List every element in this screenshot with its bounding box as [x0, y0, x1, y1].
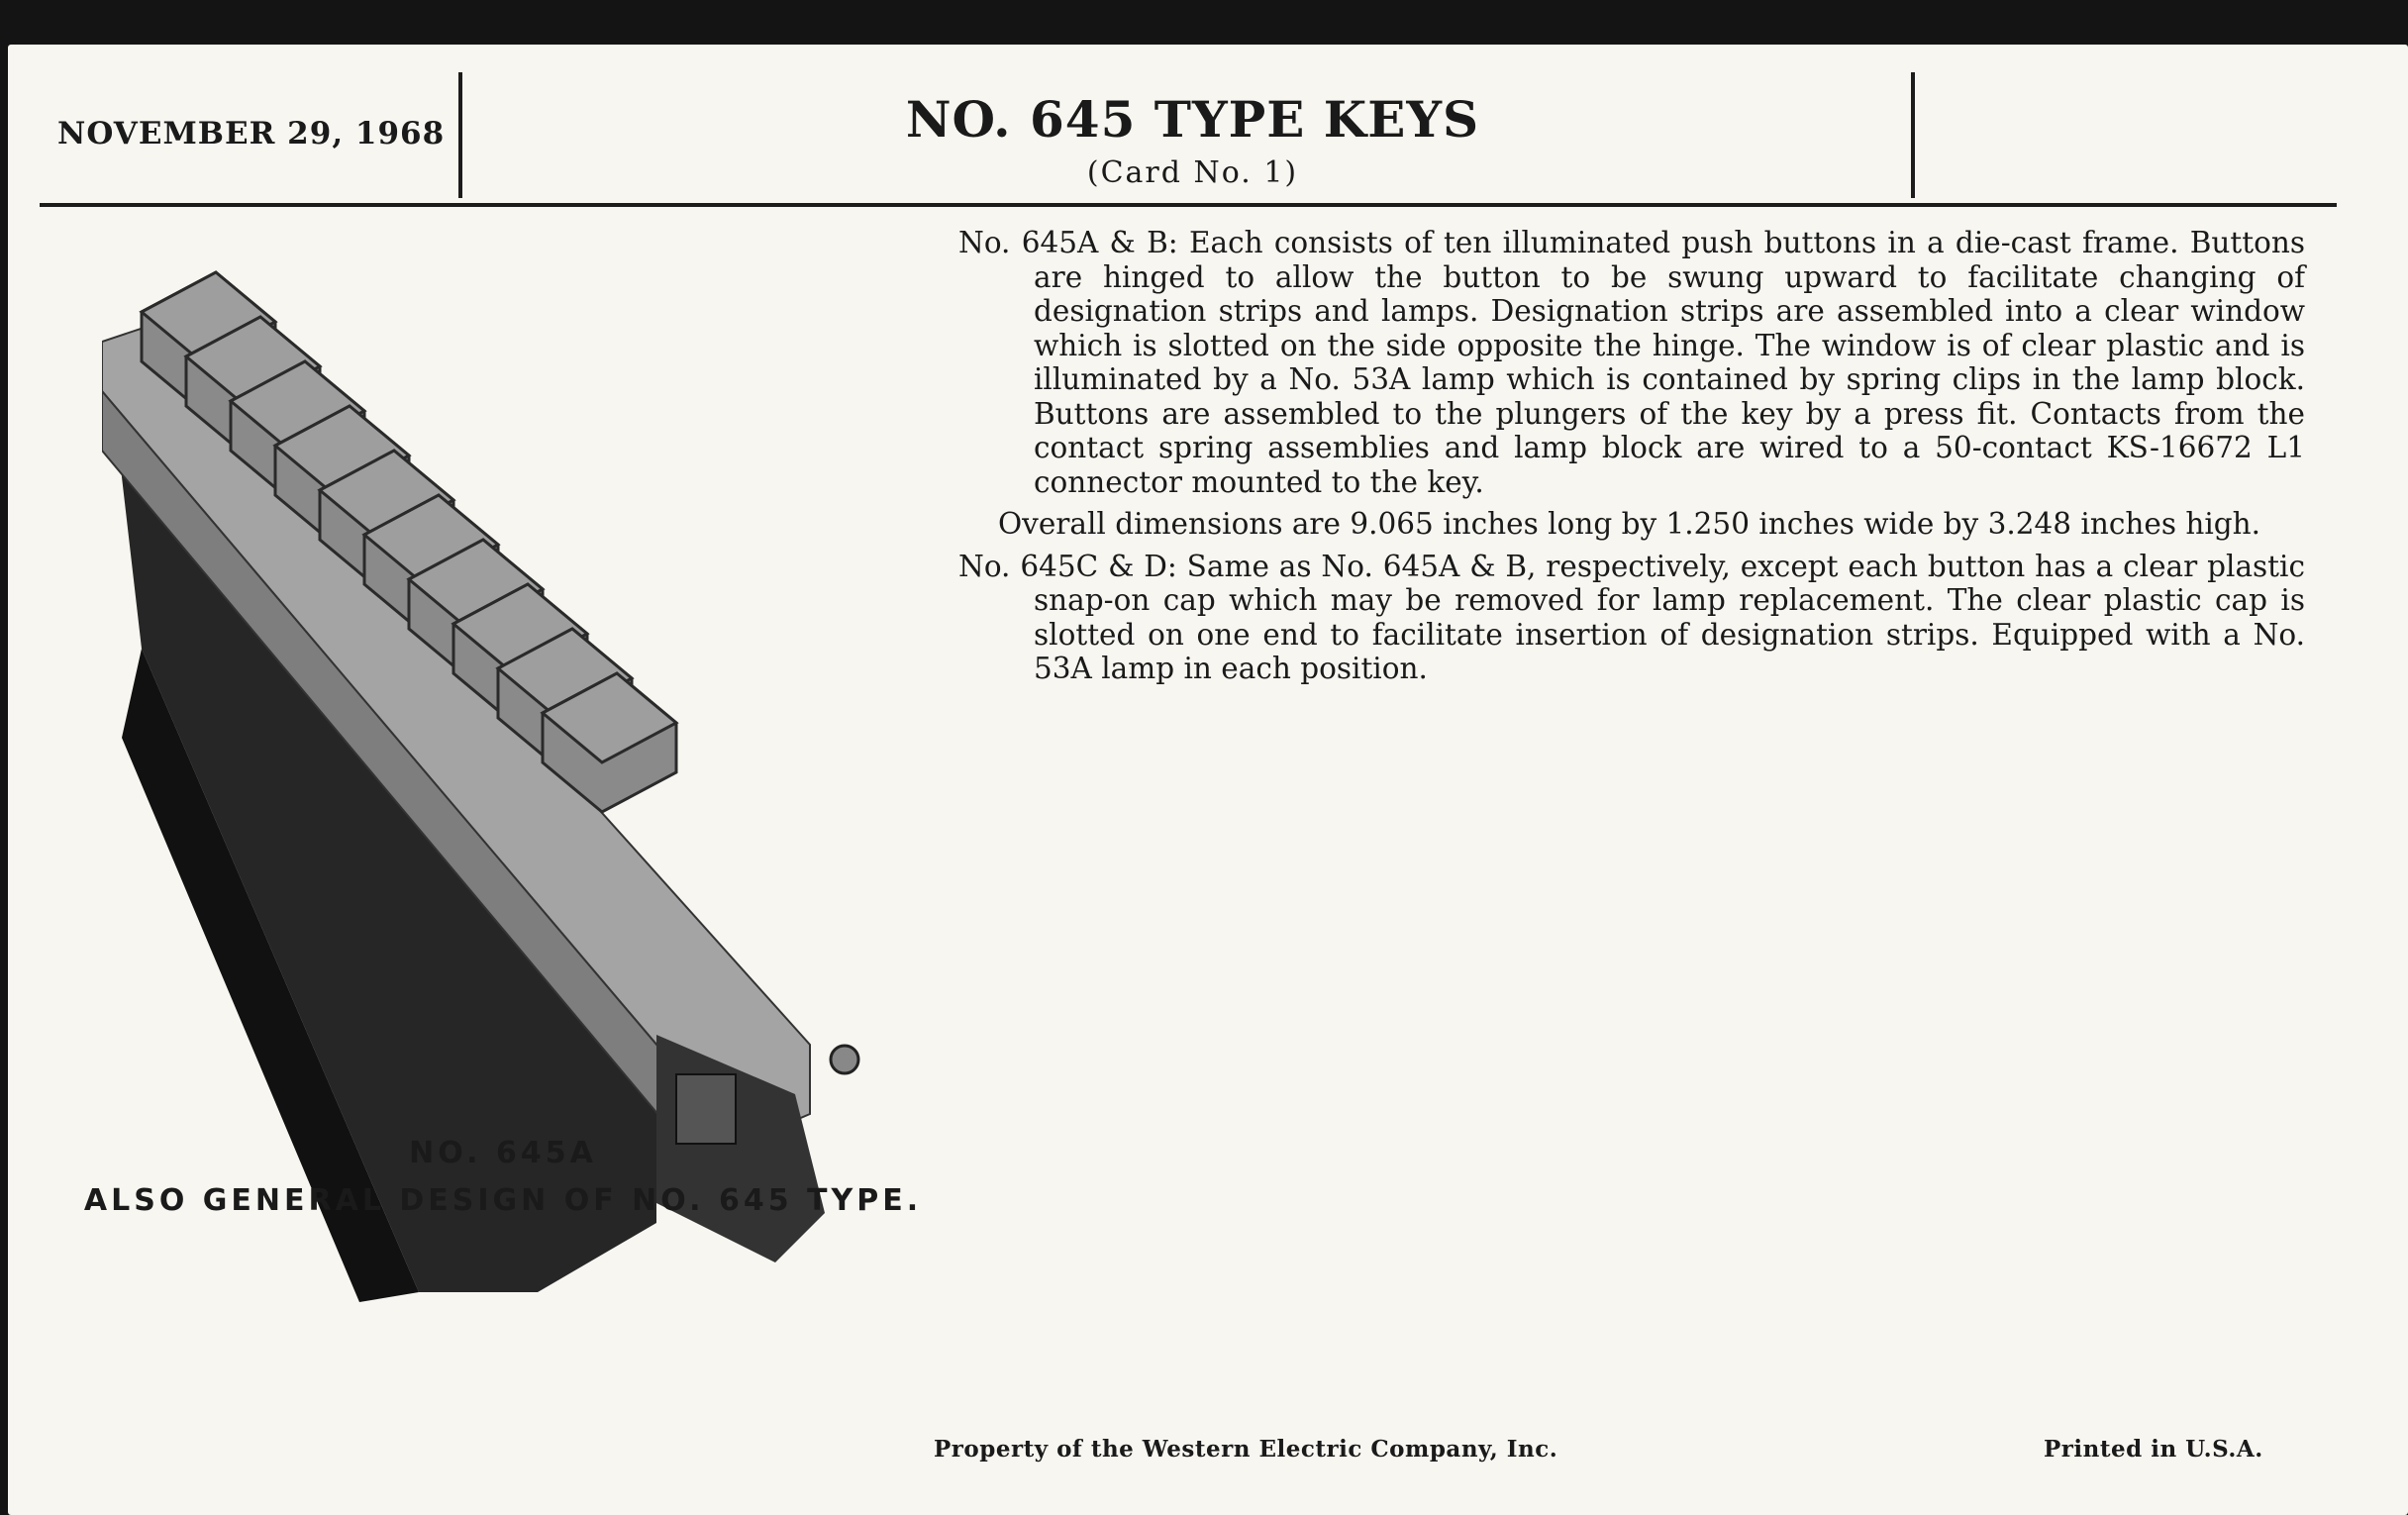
- page-title: NO. 645 TYPE KEYS: [905, 90, 1480, 149]
- card-number: (Card No. 1): [1086, 155, 1299, 190]
- figure-caption-title: NO. 645A: [409, 1136, 597, 1170]
- header-divider-left: [458, 72, 462, 198]
- reference-card: [8, 45, 2408, 1515]
- description-text: [958, 226, 2305, 694]
- connector-detail: [676, 1074, 736, 1144]
- printed-notice: Printed in U.S.A.: [2044, 1436, 2263, 1463]
- header-divider-right: [1911, 72, 1915, 198]
- description-paragraph-645ab: No. 645A & B: Each consists of ten illuminated push buttons in a die-cast frame. Buttons are hinged to allow the button to be swung upward to facilitate changing of designation strips and lamps. Designation strips are assembled into a clear window which is slotted on the side opposite the hinge. The window is of clear plastic and is illuminated by a No. 53A lamp which is contained by spring clips in the lamp block. Buttons are assembled to the plungers of the key by a press fit. Contacts from the contact spring assemblies and lamp block are wired to a 50-contact KS-16672 L1 connector mounted to the key.: [958, 226, 2305, 499]
- issue-date: NOVEMBER 29, 1968: [57, 116, 446, 152]
- property-notice: Property of the Western Electric Company, Inc.: [934, 1436, 1558, 1463]
- card-header: [8, 45, 2408, 203]
- description-paragraph-645cd: No. 645C & D: Same as No. 645A & B, respectively, except each button has a clear plastic snap-on cap which may be removed for lamp replacement. The clear plastic cap is slotted on one end to facilitate insertion of designation strips. Equipped with a No. 53A lamp in each position.: [958, 549, 2305, 685]
- header-rule: [40, 203, 2337, 207]
- mounting-screw: [831, 1046, 858, 1073]
- figure-caption-subtitle: ALSO GENERAL DESIGN OF NO. 645 TYPE.: [83, 1183, 923, 1218]
- description-paragraph-dimensions: Overall dimensions are 9.065 inches long by 1.250 inches wide by 3.248 inches high.: [998, 507, 2261, 541]
